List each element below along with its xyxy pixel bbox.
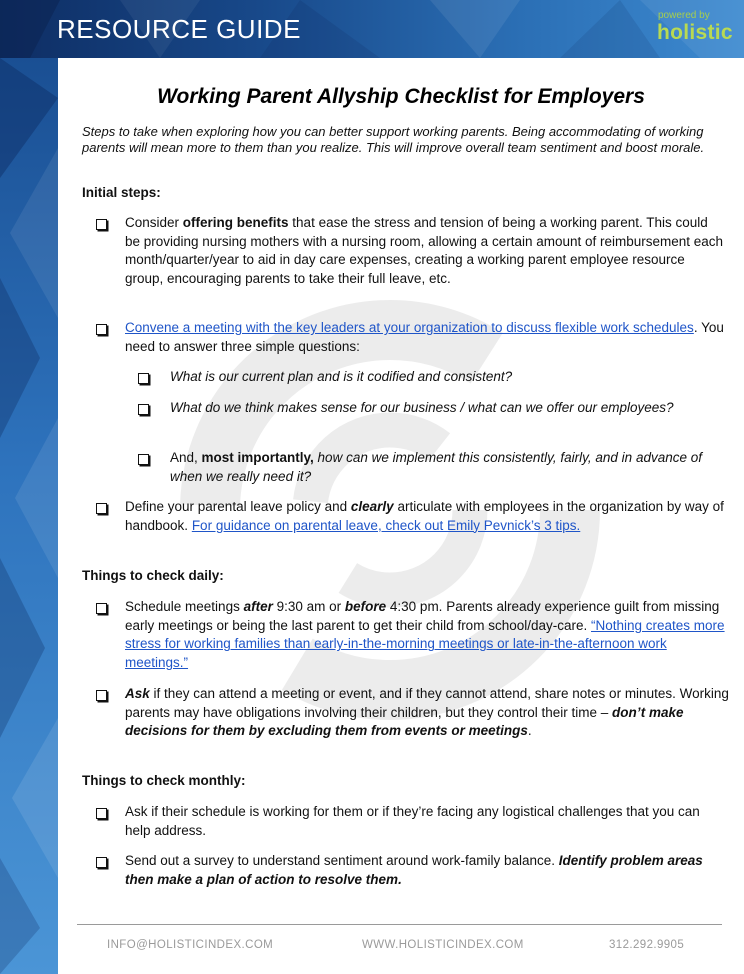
document-body — [58, 58, 744, 974]
checkbox-question-implement[interactable] — [138, 454, 149, 465]
checkbox-ask-schedule[interactable] — [96, 808, 107, 819]
item-emphasis: don’t make decisions for them by excluding them from events or meetings — [125, 704, 684, 739]
checkbox-ask-attend[interactable] — [96, 690, 107, 701]
item-text: if they can attend a meeting or event, and if they cannot attend, share notes or minutes. Working parents may have obligations involving their children, but they control their time – — [125, 686, 729, 720]
checkbox-question-current-plan[interactable] — [138, 373, 149, 384]
footer-website[interactable]: WWW.HOLISTICINDEX.COM — [362, 939, 524, 951]
checkbox-send-survey[interactable] — [96, 857, 107, 868]
heading-initial-steps: Initial steps: — [82, 185, 161, 200]
checkbox-schedule-meetings[interactable] — [96, 603, 107, 614]
item-emphasis: before — [344, 599, 387, 614]
item-text: Schedule meetings — [125, 599, 244, 614]
powered-by-label: powered by — [658, 10, 710, 21]
item-emphasis: Ask — [125, 686, 150, 701]
item-emphasis: most importantly, — [201, 450, 314, 465]
checkbox-offering-benefits[interactable] — [96, 219, 107, 230]
resource-guide-title: RESOURCE GUIDE — [57, 14, 301, 44]
item-send-survey — [125, 852, 725, 889]
holistic-logo: holistic — [657, 21, 733, 44]
footer-divider — [77, 924, 722, 925]
item-emphasis: after — [243, 599, 273, 614]
item-parental-leave — [125, 498, 725, 535]
item-italic: how can we implement this consistently, fairly, and in advance of when we really need it? — [170, 450, 702, 484]
flexible-schedules-link[interactable]: Convene a meeting with the key leaders at your organization to discuss flexible work schedules — [125, 320, 694, 335]
question-implement — [170, 449, 720, 486]
item-text: Send out a survey to understand sentiment around work-family balance. — [125, 853, 559, 868]
item-text: Define your parental leave policy and — [125, 499, 351, 514]
item-schedule-meetings — [125, 598, 731, 673]
item-offering-benefits — [125, 214, 725, 289]
checkbox-parental-leave[interactable] — [96, 503, 107, 514]
item-emphasis: offering benefits — [182, 215, 289, 230]
intro-paragraph: Steps to take when exploring how you can better support working parents. Being accommodating of working parents will mean more to them than you realize. This will improve overall team sentiment and boost morale. — [82, 124, 705, 155]
item-text: And, — [170, 450, 202, 465]
heading-daily: Things to check daily: — [82, 568, 224, 583]
item-convene-meeting — [125, 319, 725, 356]
item-ask-attend — [125, 685, 731, 741]
item-emphasis: clearly — [350, 499, 394, 514]
question-what-makes-sense: What do we think makes sense for our business / what can we offer our employees? — [170, 400, 674, 415]
item-emphasis: Identify problem areas then make a plan of action to resolve them. — [125, 853, 703, 887]
item-ask-schedule: Ask if their schedule is working for them or if they’re facing any logistical challenges that you can help address. — [125, 804, 700, 838]
item-text: 9:30 am or — [272, 599, 345, 614]
side-strip — [0, 58, 58, 974]
working-families-quote-link[interactable]: “Nothing creates more stress for working families than early-in-the-morning meetings or late-in-the-afternoon work meetings.” — [125, 617, 725, 671]
checkbox-convene-meeting[interactable] — [96, 324, 107, 335]
item-text: . — [527, 723, 532, 739]
page-title: Working Parent Allyship Checklist for Employers — [157, 85, 645, 108]
item-text: that ease the stress and tension of being a working parent. This could be providing nursing mothers with a nursing room, allowing a certain amount of reimbursement each month/quarter/year to aid in day care expenses, creating a working parent employee resource group, encouraging parents to take their full leave, etc. — [125, 215, 724, 287]
item-text: Consider — [125, 215, 183, 230]
checkbox-question-what-makes-sense[interactable] — [138, 404, 149, 415]
footer-phone: 312.292.9905 — [609, 939, 685, 951]
header-banner — [0, 0, 744, 58]
question-current-plan: What is our current plan and is it codified and consistent? — [170, 369, 513, 384]
parental-leave-tips-link[interactable]: For guidance on parental leave, check out Emily Pevnick’s 3 tips. — [191, 517, 581, 533]
side-pattern — [0, 58, 58, 974]
item-text: 4:30 pm. Parents already experience guilt from missing early meetings or being the last parent to get their child from school/day-care. — [125, 599, 720, 633]
heading-monthly: Things to check monthly: — [82, 773, 246, 788]
item-text: articulate with employees in the organization by way of handbook. — [125, 499, 724, 533]
footer-email[interactable]: INFO@HOLISTICINDEX.COM — [107, 939, 274, 951]
item-text: . You need to answer three simple questions: — [125, 320, 724, 354]
